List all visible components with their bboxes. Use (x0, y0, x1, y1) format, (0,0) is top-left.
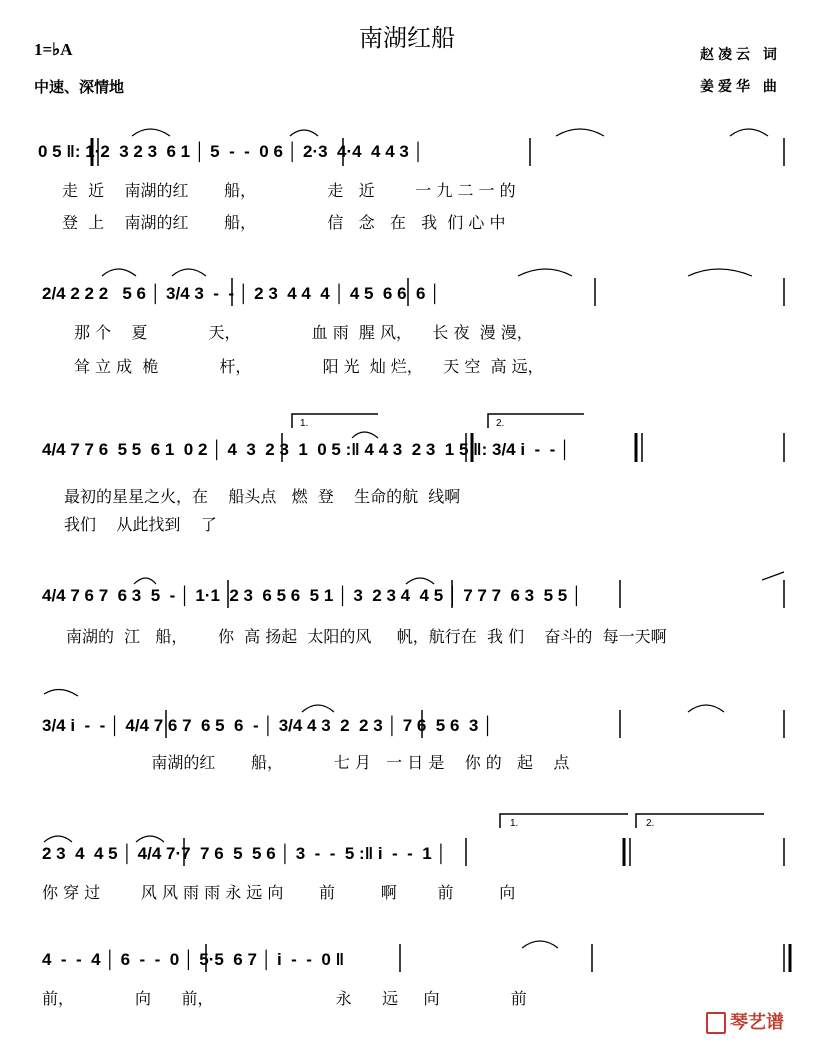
system-7-notes: 4 - - 4 │ 6 - - 0 │ 5·5 6 7 │ i - - 0 ‖ (42, 950, 345, 969)
tempo-marking: 中速、深情地 (34, 78, 125, 96)
composer-credit: 姜爱华 曲 (700, 79, 781, 95)
system-3-notes: 4/4 7 7 6 5 5 6 1 0 2 │ 4 3 2 3 1 0 5 :‖ 4 4 3 2 3 1 5 ‖: 3/4 i - - │ (42, 440, 571, 459)
system-5-lyrics: 南湖的红 船， 七 月 一 日 是 你 的 起 点 (70, 753, 570, 772)
site-watermark (706, 1008, 784, 1034)
system-1-lyrics-verse-2: 登 上 南湖的红 船， 信 念 在 我 们 心 中 (62, 213, 506, 232)
system-2-notes: 2/4 2 2 2 5 6 │ 3/4 3 - - │ 2 3 4 4 4 │ 4 5 6 6 6 │ (42, 284, 441, 303)
system-1-notes: 0 5 ‖: 1·2 3 2 3 6 1 │ 5 - - 0 6 │ 2·3 4·4 4 4 3 │ (38, 142, 425, 161)
volta-1-label-b: 1. (510, 818, 519, 829)
system-2-lyrics-verse-1: 那 个 夏 天， 血 雨 腥 风， 长 夜 漫 漫， (74, 323, 533, 342)
key-signature: 1=♭A (34, 40, 73, 59)
song-title: 南湖红船 (359, 24, 455, 52)
watermark-text: 琴艺谱 (730, 1012, 784, 1033)
volta-2-label-b: 2. (646, 818, 655, 829)
system-3-lyrics-verse-1: 最初的星星之火，在 船头点 燃 登 生命的航 线啊 (64, 487, 461, 506)
system-5-notes: 3/4 i - - │ 4/4 7 6 7 6 5 6 - │ 3/4 4 3 2 2 3 │ 7 6 5 6 3 │ (42, 716, 494, 735)
system-3-lyrics-verse-2: 我们 从此找到 了 (64, 515, 217, 534)
system-1-lyrics-verse-1: 走 近 南湖的红 船， 走 近 一 九 二 一 的 (62, 181, 516, 200)
lyricist-credit: 赵凌云 词 (700, 47, 781, 63)
system-4-notes: 4/4 7 6 7 6 3 5 - │ 1·1 2 3 6 5 6 5 1 │ 3 2 3 4 4 5 │ 7 7 7 6 3 5 5 │ (42, 586, 583, 605)
system-6-lyrics: 你 穿 过 风 风 雨 雨 永 远 向 前 啊 前 向 (42, 883, 516, 902)
system-6-notes: 2 3 4 4 5 │ 4/4 7·7 7 6 5 5 6 │ 3 - - 5 :‖ i - - 1 │ (42, 844, 448, 863)
volta-2-label-a: 2. (496, 418, 505, 429)
system-7-lyrics: 前， 向 前， 永 远 向 前 (42, 989, 527, 1008)
volta-1-label-a: 1. (300, 418, 309, 429)
system-2-lyrics-verse-2: 耸 立 成 桅 杆， 阳 光 灿 烂， 天 空 高 远， (74, 357, 544, 376)
logo-icon (706, 1012, 726, 1034)
system-4-lyrics: 南湖的 江 船， 你 高 扬起 太阳的风 帆，航行在 我 们 奋斗的 每一天啊 (66, 627, 667, 646)
